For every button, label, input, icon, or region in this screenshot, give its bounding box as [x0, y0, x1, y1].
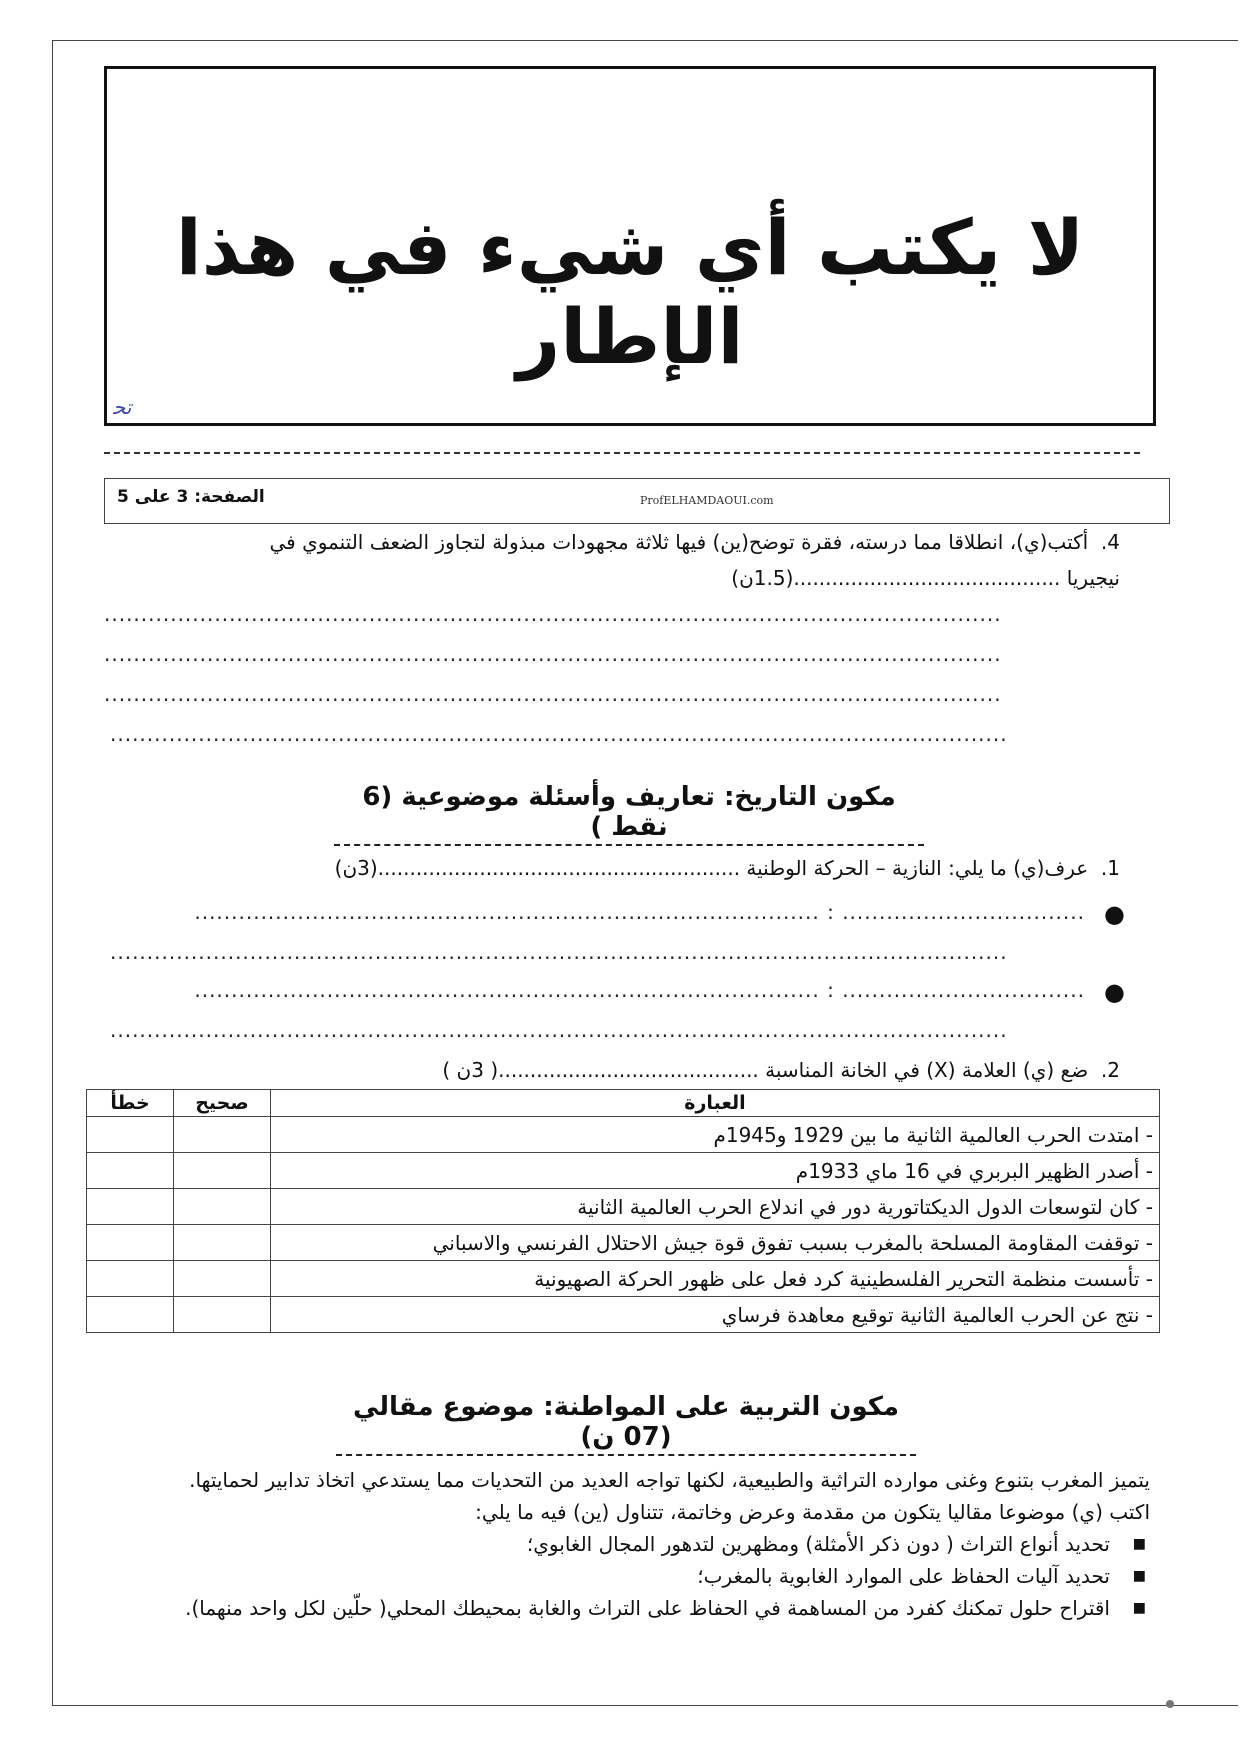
no-write-warning: لا يكتب أي شيء في هذا الإطار	[175, 203, 1085, 381]
square-bullet-icon: ■	[1132, 1568, 1146, 1584]
false-cell[interactable]	[87, 1189, 174, 1225]
q1-number: 1.	[1100, 856, 1120, 880]
answer-line[interactable]: ..........................................................................................................................	[104, 602, 1002, 626]
answer-line[interactable]: ..........................................................................................................................	[104, 682, 1002, 706]
essay-intro: يتميز المغرب بتنوع وغنى موارده التراثية والطبيعية، لكنها تواجه العديد من التحديات مما يستدعي اتخاذ تدابير لحمايتها.	[189, 1468, 1150, 1492]
false-cell[interactable]	[87, 1261, 174, 1297]
essay-items	[100, 1528, 1150, 1624]
definition-line[interactable]: ................................. : .....................................................................................	[194, 978, 1085, 1002]
list-item: ■ تحديد أنواع التراث ( دون ذكر الأمثلة) ومظهرين لتدهور المجال الغابوي؛	[100, 1528, 1150, 1560]
square-bullet-icon: ■	[1132, 1536, 1146, 1552]
answer-line[interactable]: ..........................................................................................................................	[110, 722, 1008, 746]
q1-text: عرف(ي) ما يلي: النازية – الحركة الوطنية .........................................................(3ن)	[334, 856, 1089, 880]
q2-text: ضع (ي) العلامة (X) في الخانة المناسبة .........................................( 3ن )	[442, 1058, 1089, 1082]
history-q1	[140, 850, 1120, 886]
statement-cell: - أصدر الظهير البربري في 16 ماي 1933م	[271, 1153, 1160, 1189]
q4-line2: نيجيريا ..........................................(1.5ن)	[731, 566, 1120, 590]
square-bullet-icon: ■	[1132, 1600, 1146, 1616]
false-cell[interactable]	[87, 1297, 174, 1333]
true-cell[interactable]	[174, 1189, 271, 1225]
true-cell[interactable]	[174, 1225, 271, 1261]
essay-instruction: اكتب (ي) موضوعا مقاليا يتكون من مقدمة وعرض وخاتمة، تتناول (ين) فيه ما يلي:	[475, 1500, 1150, 1524]
false-cell[interactable]	[87, 1153, 174, 1189]
page-header	[104, 478, 1170, 524]
page-number: الصفحة: 3 على 5	[117, 487, 265, 507]
essay-prompt	[100, 1464, 1150, 1624]
definition-line[interactable]: ................................. : .....................................................................................	[194, 900, 1085, 924]
cut-line	[104, 452, 1140, 454]
answer-line[interactable]: ..........................................................................................................................	[110, 940, 1008, 964]
col-false: خطأ	[87, 1090, 174, 1117]
watermark: ProfELHAMDAOUI.com	[640, 494, 774, 507]
list-item: ■ تحديد آليات الحفاظ على الموارد الغابوية بالمغرب؛	[100, 1560, 1150, 1592]
false-cell[interactable]	[87, 1117, 174, 1153]
true-cell[interactable]	[174, 1153, 271, 1189]
table-row	[87, 1117, 1160, 1153]
statement-cell: - كان لتوسعات الدول الديكتاتورية دور في اندلاع الحرب العالمية الثانية	[271, 1189, 1160, 1225]
table-row	[87, 1261, 1160, 1297]
statement-cell: - توقفت المقاومة المسلحة بالمغرب بسبب تفوق قوة جيش الاحتلال الفرنسي والاسباني	[271, 1225, 1160, 1261]
statement-cell: - تأسست منظمة التحرير الفلسطينية كرد فعل على ظهور الحركة الصهيونية	[271, 1261, 1160, 1297]
true-cell[interactable]	[174, 1297, 271, 1333]
table-header-row	[87, 1090, 1160, 1117]
true-cell[interactable]	[174, 1117, 271, 1153]
table-row	[87, 1189, 1160, 1225]
answer-line[interactable]: ..........................................................................................................................	[110, 1018, 1008, 1042]
q2-number: 2.	[1100, 1058, 1120, 1082]
list-item: ■ اقتراح حلول تمكنك كفرد من المساهمة في الحفاظ على التراث والغابة بمحيطك المحلي( حلّين لكل واحد منهما).	[100, 1592, 1150, 1624]
table-row	[87, 1297, 1160, 1333]
history-section-title: مكون التاريخ: تعاريف وأسئلة موضوعية (6 نقط )	[334, 782, 924, 846]
true-false-table	[86, 1089, 1160, 1333]
bullet-icon: ●	[1104, 900, 1125, 928]
q4-line1: أكتب(ي)، انطلاقا مما درسته، فقرة توضح(ين) فيها ثلاثة مجهودات مبذولة لتجاوز الضعف التنموي في	[269, 530, 1089, 554]
statement-cell: - امتدت الحرب العالمية الثانية ما بين 1929 و1945م	[271, 1117, 1160, 1153]
scan-dot	[1166, 1700, 1174, 1708]
table-row	[87, 1153, 1160, 1189]
col-statement: العبارة	[271, 1090, 1160, 1117]
citizenship-section-title: مكون التربية على المواطنة: موضوع مقالي (07 ن)	[336, 1392, 916, 1456]
true-cell[interactable]	[174, 1261, 271, 1297]
history-q2	[110, 1052, 1120, 1088]
corner-mark: ﺗﺤ	[113, 395, 132, 419]
bullet-icon: ●	[1104, 978, 1125, 1006]
table-row	[87, 1225, 1160, 1261]
col-true: صحيح	[174, 1090, 271, 1117]
no-write-frame	[104, 66, 1156, 426]
statement-cell: - نتج عن الحرب العالمية الثانية توقيع معاهدة فرساي	[271, 1297, 1160, 1333]
answer-line[interactable]: ..........................................................................................................................	[104, 642, 1002, 666]
false-cell[interactable]	[87, 1225, 174, 1261]
q4	[100, 524, 1120, 596]
q4-number: 4.	[1100, 530, 1120, 554]
